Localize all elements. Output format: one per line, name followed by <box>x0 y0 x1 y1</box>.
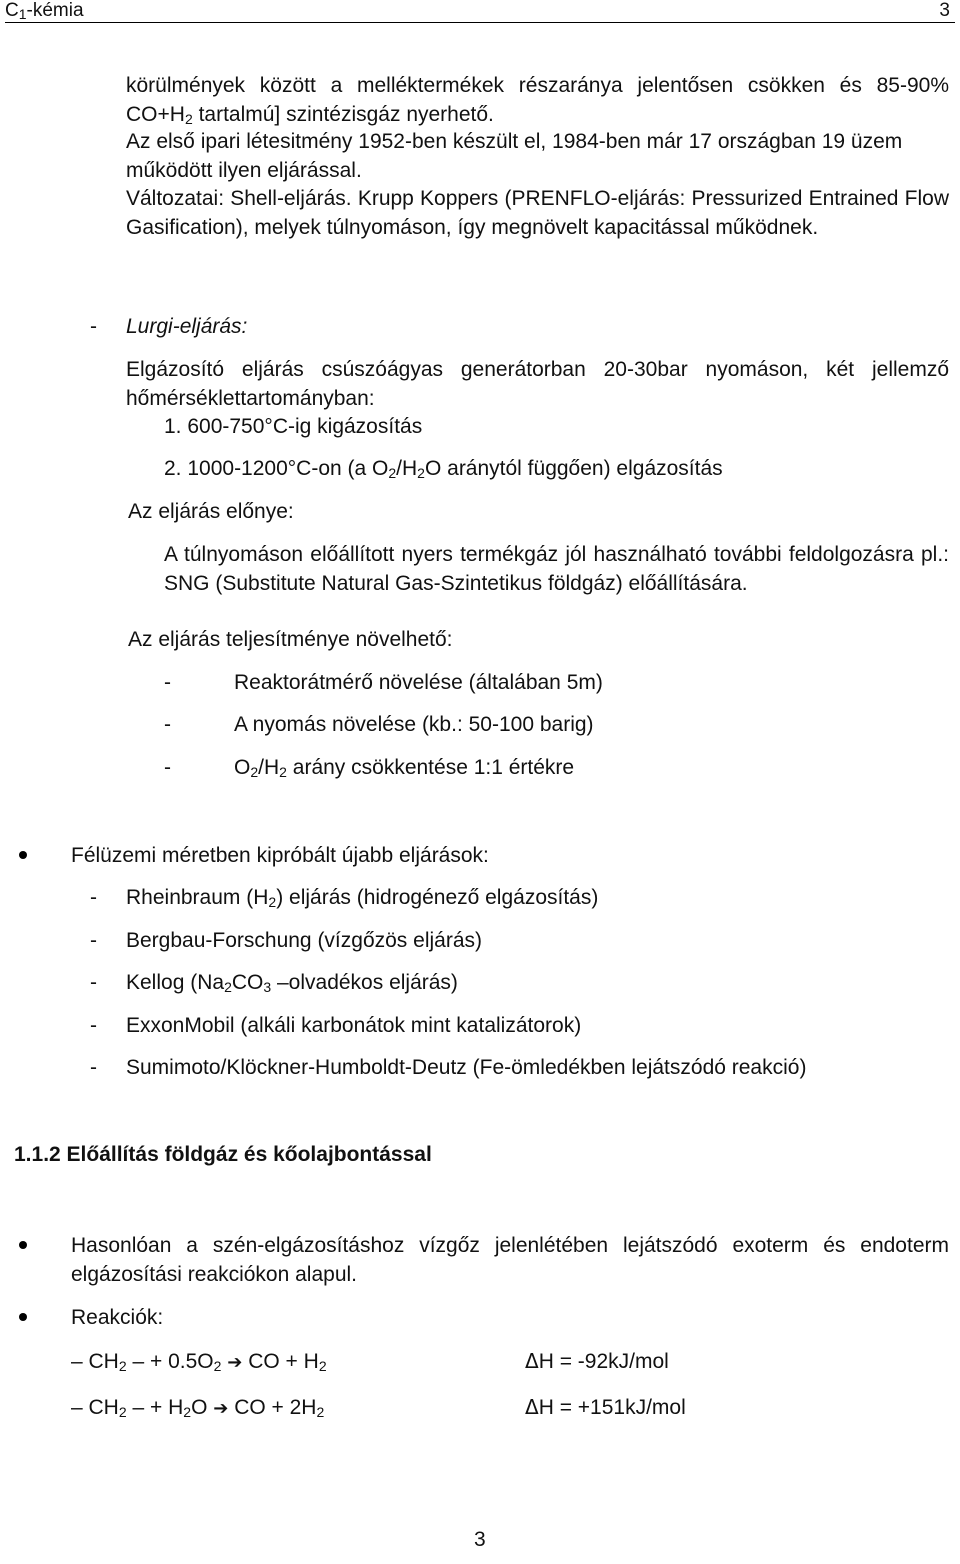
reaction-2-equation: – $CH_2$ – + $H_2O$ ➔ CO + $2H_2$ <box>71 1396 325 1420</box>
footer-page-number: 3 <box>474 1528 486 1551</box>
bullet-icon <box>19 1241 27 1249</box>
variants-paragraph: Változatai: Shell-eljárás. Krupp Koppers (PRENFLO-eljárás: Pressurized Entrained Flow Gasification), melyek túlnyomáson, így megnövelt kapacitással működnek. <box>126 187 949 239</box>
reaction-2-enthalpy: ΔH = +151kJ/mol <box>525 1395 686 1419</box>
pilot-item-exxon: ExxonMobil (alkáli karbonátok mint katalizátorok) <box>126 1014 582 1037</box>
lurgi-step-1: 1. 600-750°C-ig kigázosítás <box>164 415 423 438</box>
header-page-number: 3 <box>939 0 950 21</box>
performance-title: Az eljárás teljesítménye növelhető: <box>128 628 453 651</box>
bullet-icon <box>19 1313 27 1321</box>
section-bullet-2: Reakciók: <box>71 1306 164 1329</box>
performance-item-dash: - <box>164 756 171 779</box>
pilot-dash: - <box>90 886 97 909</box>
header-title-sub: 1 <box>18 6 27 22</box>
header-title: C <box>5 0 19 21</box>
performance-item-dash: - <box>164 713 171 736</box>
reaction-1-enthalpy: ΔH = -92kJ/mol <box>525 1349 669 1373</box>
lurgi-description: Elgázosító eljárás csúszóágyas generátorban 20-30bar nyomáson, két jellemző hőmérséklettartományban: <box>126 358 949 410</box>
performance-item: Reaktorátmérő növelése (általában 5m) <box>234 671 603 694</box>
pilot-item-rheinbraum: Rheinbraum $(H_2)$ eljárás (hidrogénező elgázosítás) <box>126 886 599 910</box>
pilot-item-bergbau: Bergbau-Forschung (vízgőzös eljárás) <box>126 929 482 952</box>
bullet-icon <box>19 851 27 859</box>
header-divider <box>5 22 955 23</box>
pilot-item-kellog: Kellog ($Na_2CO_3$ –olvadékos eljárás) <box>126 971 458 995</box>
header-title-suffix: -kémia <box>26 0 84 21</box>
pilot-item-sumimoto: Sumimoto/Klöckner-Humboldt-Deutz (Fe-ömledékben lejátszódó reakció) <box>126 1056 807 1079</box>
advantage-text: A túlnyomáson előállított nyers termékgáz jól használható további feldolgozásra pl.: SNG (Substitute Natural Gas-Szintetikus földgáz) előállítására. <box>164 543 949 595</box>
performance-item: A nyomás növelése (kb.: 50-100 barig) <box>234 713 594 736</box>
pilot-dash: - <box>90 971 97 994</box>
history-paragraph: Az első ipari létesitmény 1952-ben készült el, 1984-ben már 17 országban 19 üzem működött ilyen eljárással. <box>126 130 903 182</box>
pilot-dash: - <box>90 929 97 952</box>
performance-item: $O_2/H_2$ arány csökkentése 1:1 értékre <box>234 756 575 780</box>
arrow-right-icon: ➔ <box>227 1352 243 1373</box>
section-heading: 1.1.2 Előállítás földgáz és kőolajbontással <box>14 1143 432 1166</box>
pilot-title: Félüzemi méretben kipróbált újabb eljárások: <box>71 844 489 867</box>
intro-paragraph: körülmények között a melléktermékek részaránya jelentősen csökken és 85-90% $CO+H_2$ tartalmú] szintézisgáz nyerhető. <box>126 74 949 127</box>
arrow-right-icon: ➔ <box>213 1398 229 1419</box>
lurgi-step-2: 2. 1000-1200°C-on (a $O_2/H_2O$ aránytól függően) elgázosítás <box>164 457 723 481</box>
delta-symbol: Δ <box>525 1349 539 1373</box>
lurgi-title: Lurgi-eljárás: <box>126 315 248 338</box>
section-bullet-1: Hasonlóan a szén-elgázosításhoz vízgőz jelenlétében lejátszódó exoterm és endoterm elgázosítási reakciókon alapul. <box>71 1234 949 1286</box>
running-header <box>5 0 84 22</box>
performance-item-dash: - <box>164 671 171 694</box>
pilot-dash: - <box>90 1014 97 1037</box>
delta-symbol: Δ <box>525 1395 539 1419</box>
reaction-1-equation: – $CH_2$ – + $0.5O_2$ ➔ CO + $H_2$ <box>71 1350 327 1374</box>
pilot-dash: - <box>90 1056 97 1079</box>
advantage-title: Az eljárás előnye: <box>128 500 294 523</box>
lurgi-dash: - <box>90 315 97 338</box>
